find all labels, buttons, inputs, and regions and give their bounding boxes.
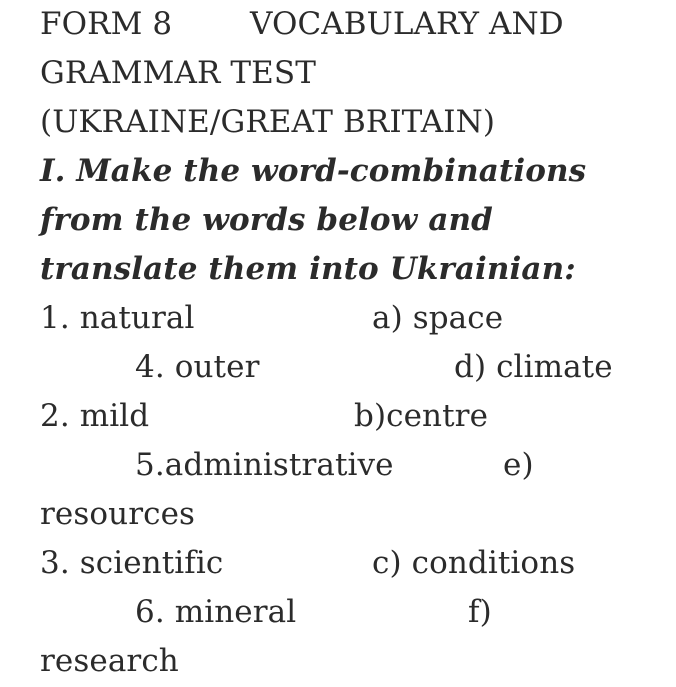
word-item-a: a) space: [372, 300, 504, 336]
word-item-5: 5.administrative: [135, 447, 394, 483]
word-item-4: 4. outer: [135, 349, 260, 385]
word-item-1: 1. natural: [40, 300, 195, 336]
word-item-f-label: f): [468, 594, 492, 630]
test-subtitle: (UKRAINE/GREAT BRITAIN): [40, 104, 496, 140]
word-item-2: 2. mild: [40, 398, 150, 434]
word-item-e-label: e): [503, 447, 534, 483]
task-instruction-line2: from the words below and: [40, 202, 493, 238]
word-item-6: 6. mineral: [135, 594, 297, 630]
word-item-b: b)centre: [354, 398, 489, 434]
word-item-e-text: resources: [40, 496, 196, 532]
form-number: FORM 8: [40, 6, 173, 42]
word-item-3: 3. scientific: [40, 545, 224, 581]
word-item-d: d) climate: [454, 349, 613, 385]
test-title-line2: GRAMMAR TEST: [40, 55, 316, 91]
task-instruction-line3: translate them into Ukrainian:: [40, 251, 576, 287]
task-instruction-line1: I. Make the word-combinations: [40, 153, 587, 189]
word-item-f-text: research: [40, 643, 179, 679]
test-title-line1: VOCABULARY AND: [250, 6, 564, 42]
word-item-c: c) conditions: [372, 545, 576, 581]
